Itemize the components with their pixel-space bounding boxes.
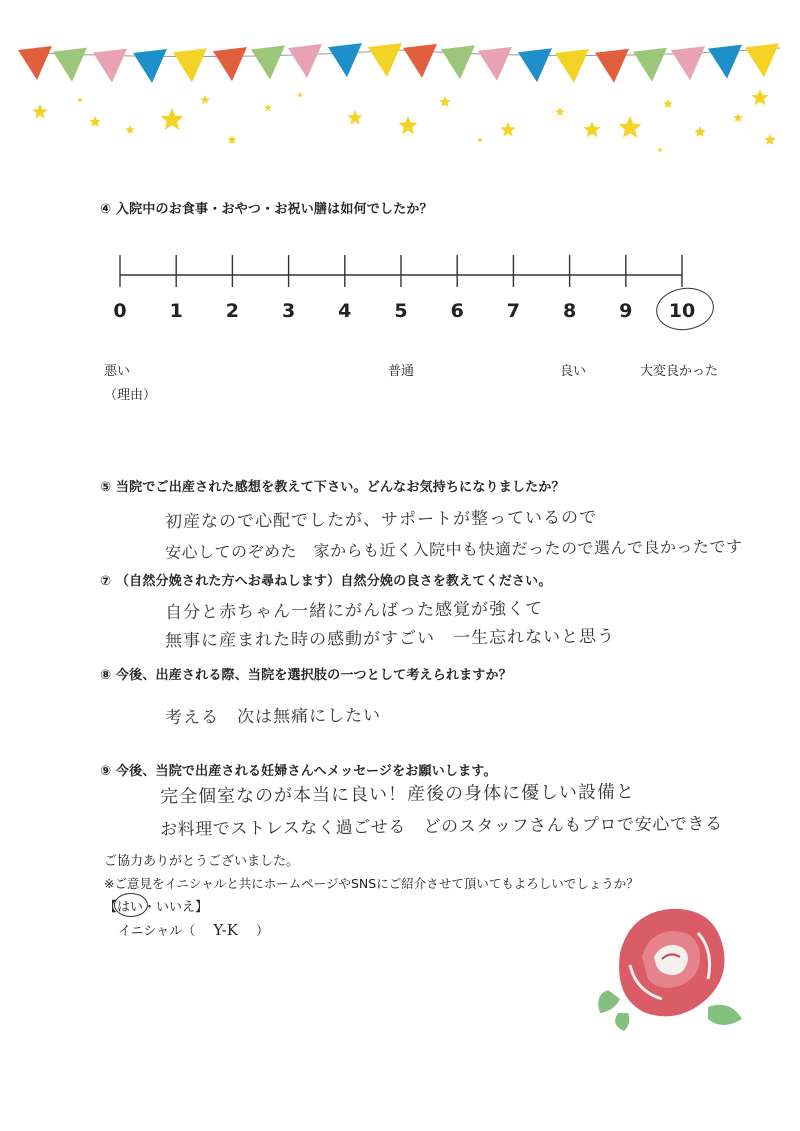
answer-9-line-2: お料理でストレスなく過ごせる どのスタッフさんもプロで安心できる [159,814,723,840]
scale-label-great: 大変良かった [640,364,719,379]
bunting-flag [518,48,552,82]
answer-8: 考える 次は無痛にしたい [164,705,382,729]
star-icon [619,116,642,138]
star-icon [77,97,83,102]
star-icon [125,125,135,134]
star-icon [264,104,272,111]
star-icon [663,99,673,108]
bunting-flag [93,49,127,83]
scale-label-good: 良い [560,364,587,379]
scale-number-7: 7 [506,300,520,322]
star-icon [555,107,565,116]
scale-number-0: 0 [113,300,127,322]
star-icon [477,137,483,142]
question-8-label: ⑧ 今後、出産される際、当院を選択肢の一つとして考えられますか？ [100,668,512,683]
rose-leaf-left [598,990,620,1013]
scale-number-1: 1 [169,300,183,322]
reason-label: （理由） [104,388,157,403]
bunting-flag [478,47,512,81]
star-icon [500,122,515,137]
answer-7-line-2: 無事に産まれた時の感動がすごい 一生忘れないと思う [164,626,616,652]
star-icon [200,95,210,104]
bunting-flag [368,43,402,77]
bunting-flag [328,43,362,77]
star-icon [32,104,47,119]
question-9-label: ⑨ 今後、当院で出産される妊婦さんへメッセージをお願いします。 [100,764,497,779]
scale-number-8: 8 [562,300,577,322]
star-icon [751,89,768,105]
bunting-flag [173,48,207,82]
rose-flower [619,909,724,1016]
scale-number-3: 3 [281,300,296,322]
consent-question: ※ご意見をイニシャルと共にホームページやSNSにご紹介させて頂いてもよろしいでしょうか？ [104,876,639,891]
bunting-decoration [0,0,800,170]
scale-number-2: 2 [225,300,239,322]
initial-label [118,920,269,939]
bunting-flag [133,49,167,83]
scale-label-normal: 普通 [388,364,415,379]
star-icon [89,116,100,127]
star-icon [227,135,237,144]
question-4-label: ④ 入院中のお食事・おやつ・お祝い膳は如何でしたか？ [100,202,433,217]
bunting-flag [18,46,52,80]
scale-number-5: 5 [394,300,408,322]
answer-7-line-1: 自分と赤ちゃん一緒にがんばった感覚が強くて [164,599,544,623]
rose-leaf-right [708,1005,742,1025]
scale-number-9: 9 [619,300,633,322]
answer-5-line-2: 安心してのぞめた 家からも近く入院中も快適だったので選んで良かったです [164,536,743,563]
bunting-flag [671,46,705,80]
initial-label-text: イニシャル（ [118,924,196,939]
bunting-flag [403,44,437,78]
rose-illustration [590,895,750,1035]
star-icon [583,121,600,137]
scale-number-10: 10 [668,300,696,322]
star-icon [764,134,775,145]
star-icon [161,108,184,130]
initial-close: ） [256,924,270,939]
star-icon [694,126,705,137]
scale-label-bad: 悪い [104,364,131,379]
bunting-flag [633,48,667,82]
bunting-flag [288,44,322,78]
question-5-label: ⑤ 当院でご出産された感想を教えて下さい。どんなお気持ちになりましたか？ [100,480,565,495]
consent-yes-circle [114,893,148,917]
consent-options: 【はい・いいえ】 [104,900,209,915]
rating-scale-line [110,245,700,295]
bunting-flag [213,47,247,81]
rose-leaf-bottom [615,1013,629,1031]
star-icon [439,96,450,107]
scale-number-4: 4 [338,300,352,322]
scale-number-6: 6 [450,300,464,322]
star-icon [399,116,418,134]
star-icon [297,92,303,97]
bunting-flag [595,49,629,83]
bunting-flag [441,45,475,79]
star-icon [347,110,362,125]
bunting-flag [251,46,285,80]
bunting-flag [53,48,87,82]
answer-9-line-1: 完全個室なのが本当に良い！産後の身体に優しい設備と [159,781,636,808]
answer-5-line-1: 初産なので心配でしたが、サポートが整っているので [164,507,598,533]
star-icon [657,147,663,152]
initial-value: Y-K [213,921,238,939]
thanks-text: ご協力ありがとうございました。 [104,854,300,869]
question-7-label: ⑦ （自然分娩された方へお尋ねします）自然分娩の良さを教えてください。 [100,574,552,589]
bunting-flag [708,45,742,79]
bunting-flag [745,43,779,77]
bunting-flag [555,49,589,83]
star-icon [733,113,743,122]
